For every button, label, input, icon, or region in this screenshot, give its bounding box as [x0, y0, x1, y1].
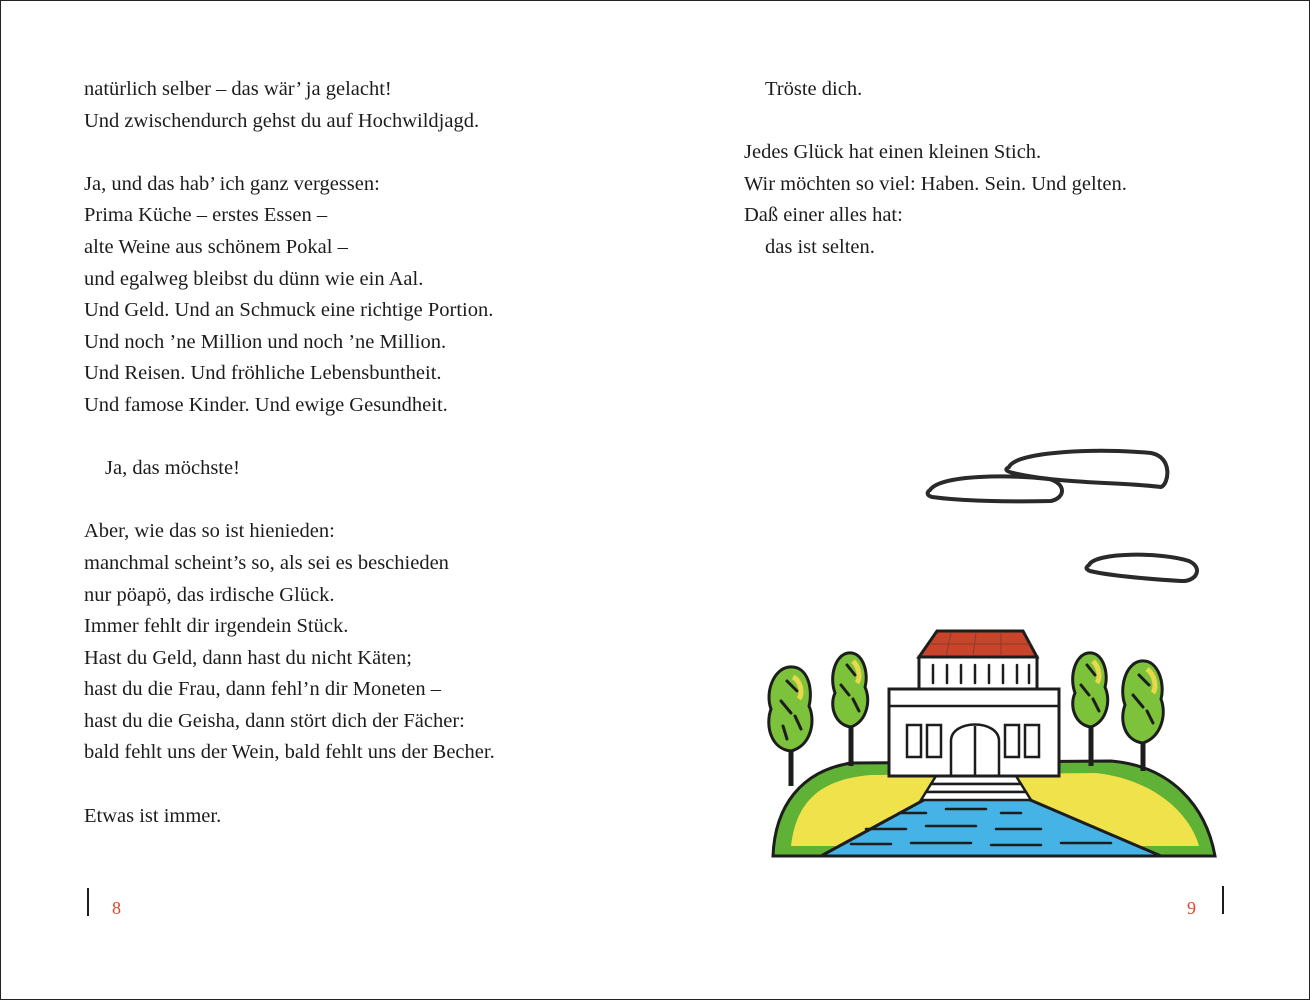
poem-line: Und Reisen. Und fröhliche Lebensbuntheit.	[84, 362, 442, 385]
poem-line: hast du die Geisha, dann stört dich der Fächer:	[84, 709, 465, 732]
stanza	[744, 137, 1127, 232]
poem-line: und egalweg bleibst du dünn wie ein Aal.	[84, 267, 424, 290]
tree-icon	[833, 653, 868, 766]
poem-line: Hast du Geld, dann hast du nicht Käten;	[84, 646, 412, 669]
poem-line: alte Weine aus schönem Pokal –	[84, 235, 348, 258]
folio-rule	[87, 888, 89, 916]
villa	[889, 631, 1059, 776]
villa-steps	[921, 776, 1031, 800]
stanza	[84, 74, 495, 137]
poem-line: Und zwischendurch gehst du auf Hochwildjagd.	[84, 109, 480, 132]
poem-line: Immer fehlt dir irgendein Stück.	[84, 615, 349, 638]
poem-line: Tröste dich.	[765, 78, 863, 100]
stanza	[84, 516, 495, 769]
poem-line: Aber, wie das so ist hienieden:	[84, 520, 335, 543]
cloud-icon	[1087, 555, 1198, 581]
poem-line: bald fehlt uns der Wein, bald fehlt uns der Becher.	[84, 741, 495, 764]
poem-line: hast du die Frau, dann fehl’n dir Moneten –	[84, 678, 441, 701]
poem-line: das ist selten.	[765, 235, 875, 258]
poem-line: natürlich selber – das wär’ ja gelacht!	[84, 78, 392, 100]
villa-illustration	[749, 436, 1219, 866]
poem-line: Prima Küche – erstes Essen –	[84, 204, 328, 227]
stanza	[744, 232, 1127, 264]
tree-icon	[1123, 661, 1164, 771]
poem-line: Und Geld. Und an Schmuck eine richtige Portion.	[84, 299, 494, 322]
tree-icon	[1073, 653, 1108, 766]
left-page	[1, 1, 656, 999]
poem-line: Ja, und das hab’ ich ganz vergessen:	[84, 172, 380, 195]
cloud-icon	[928, 476, 1062, 501]
poem-line: Ja, das möchste!	[105, 457, 240, 480]
folio-rule	[1222, 886, 1224, 914]
poem-line: Und noch ’ne Million und noch ’ne Million.	[84, 330, 447, 353]
stanza	[84, 169, 495, 422]
poem-line: Jedes Glück hat einen kleinen Stich.	[744, 141, 1042, 164]
stanza	[84, 801, 495, 833]
stanza	[744, 74, 1127, 106]
page-number: 8	[112, 898, 121, 918]
poem-line: Daß einer alles hat:	[744, 204, 903, 227]
cloud-icon	[1006, 451, 1167, 487]
right-page-poem	[744, 74, 1127, 264]
poem-line: Wir möchten so viel: Haben. Sein. Und gelten.	[744, 172, 1127, 195]
stanza	[84, 453, 495, 485]
left-page-poem	[84, 74, 495, 832]
page-number: 9	[1187, 898, 1196, 918]
tree-icon	[769, 667, 812, 786]
poem-line: manchmal scheint’s so, als sei es beschieden	[84, 551, 449, 574]
poem-line: Und famose Kinder. Und ewige Gesundheit.	[84, 393, 448, 416]
poem-line: nur pöapö, das irdische Glück.	[84, 583, 335, 606]
poem-line: Etwas ist immer.	[84, 804, 222, 827]
